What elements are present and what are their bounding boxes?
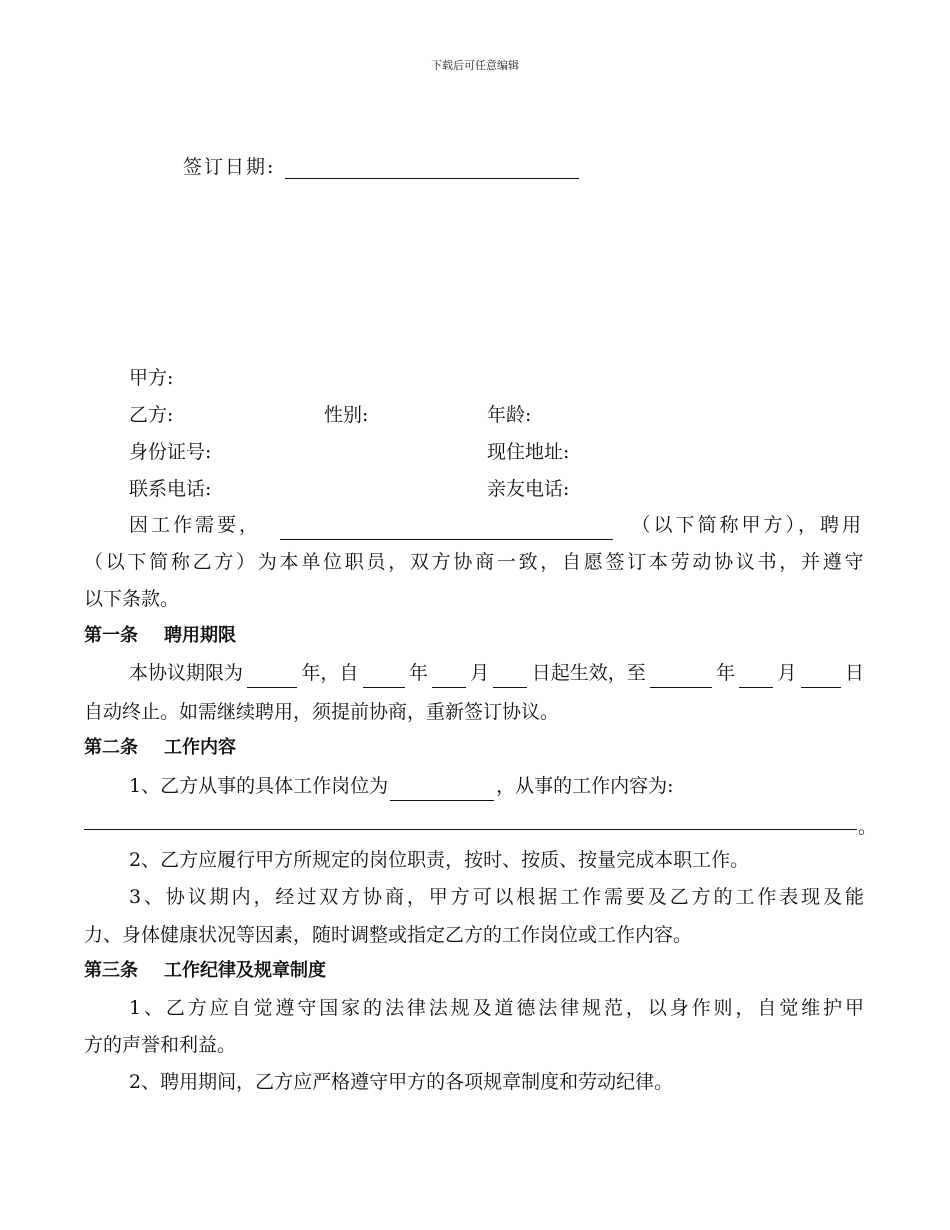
article-3-item-1-line-2: 方的声誉和利益。 <box>84 1034 237 1056</box>
term-text-e: 日起生效，至 <box>531 662 646 684</box>
article-3-item-1-text: 1、乙方应自觉遵守国家的法律法规及道德法律规范，以身作则，自觉维护甲 <box>129 997 864 1019</box>
term-text-f: 年 <box>716 662 736 684</box>
article-3-item-1-line-1 <box>129 993 864 1023</box>
phone-row <box>0 474 950 504</box>
intro-line-2-text: （以下简称乙方）为本单位职员，双方协商一致，自愿签订本劳动协议书，并遵守 <box>84 551 864 573</box>
term-text-c: 年 <box>408 662 428 684</box>
gender-label: 性别: <box>324 404 369 426</box>
intro-line-3: 以下条款。 <box>84 588 180 610</box>
article-1-heading <box>84 621 950 651</box>
term-text-h: 日 <box>844 662 864 684</box>
article-1-number: 第一条 <box>84 625 138 646</box>
article-1-line-2: 自动终止。如需继续聘用，须提前协商，重新签订协议。 <box>84 701 560 723</box>
position-blank <box>390 778 494 801</box>
end-month-blank <box>739 665 773 688</box>
article-3-number: 第三条 <box>84 960 138 981</box>
id-row <box>0 437 950 467</box>
party-b-label: 乙方: <box>129 404 174 426</box>
party-a-row <box>0 363 950 393</box>
intro-line-1 <box>129 510 864 540</box>
article-2-heading <box>84 733 950 763</box>
term-text-g: 月 <box>777 662 797 684</box>
article-2-title: 工作内容 <box>164 737 236 758</box>
employer-blank <box>280 517 613 540</box>
phone-label: 联系电话: <box>129 478 212 500</box>
article-2-item-3-line-2: 力、身体健康状况等因素，随时调整或指定乙方的工作岗位或工作内容。 <box>84 924 693 946</box>
term-text-a: 本协议期限为 <box>129 662 244 684</box>
term-text-d: 月 <box>470 662 490 684</box>
item-1-text-a: 1、乙方从事的具体工作岗位为 <box>129 775 389 797</box>
article-3-heading <box>84 956 950 986</box>
page-header-note: 下载后可任意编辑 <box>431 59 519 72</box>
intro-line-2 <box>84 547 864 577</box>
term-years-blank <box>247 665 297 688</box>
start-year-blank <box>363 665 405 688</box>
item-3-line-1-text: 3、协议期内，经过双方协商，甲方可以根据工作需要及乙方的工作表现及能 <box>129 886 864 908</box>
relative-phone-label: 亲友电话: <box>487 478 570 500</box>
work-content-blank <box>84 829 857 830</box>
article-2-item-3-line-1 <box>129 882 864 912</box>
party-b-row <box>0 400 950 430</box>
age-label: 年龄: <box>487 404 532 426</box>
end-year-blank <box>650 665 712 688</box>
article-1-line-1 <box>129 658 864 688</box>
intro-prefix: 因工作需要， <box>129 514 262 536</box>
article-2-number: 第二条 <box>84 737 138 758</box>
start-month-blank <box>432 665 466 688</box>
signing-date-blank <box>285 156 579 179</box>
article-3-title: 工作纪律及规章制度 <box>164 960 326 981</box>
item-1-text-b: ，从事的工作内容为: <box>496 775 674 797</box>
term-text-b: 年，自 <box>301 662 359 684</box>
article-1-title: 聘用期限 <box>164 625 236 646</box>
address-label: 现住地址: <box>487 441 570 463</box>
article-3-item-2: 2、聘用期间，乙方应严格遵守甲方的各项规章制度和劳动纪律。 <box>129 1071 674 1093</box>
start-day-blank <box>493 665 527 688</box>
work-content-period: 。 <box>858 816 878 838</box>
signing-date <box>183 152 579 179</box>
signing-date-label: 签订日期: <box>183 156 276 178</box>
intro-suffix: （以下简称甲方），聘用 <box>631 514 864 536</box>
end-day-blank <box>801 665 841 688</box>
article-2-item-1 <box>129 771 749 801</box>
id-number-label: 身份证号: <box>129 441 212 463</box>
party-a-label: 甲方: <box>129 367 174 389</box>
article-2-item-2: 2、乙方应履行甲方所规定的岗位职责，按时、按质、按量完成本职工作。 <box>129 849 750 871</box>
